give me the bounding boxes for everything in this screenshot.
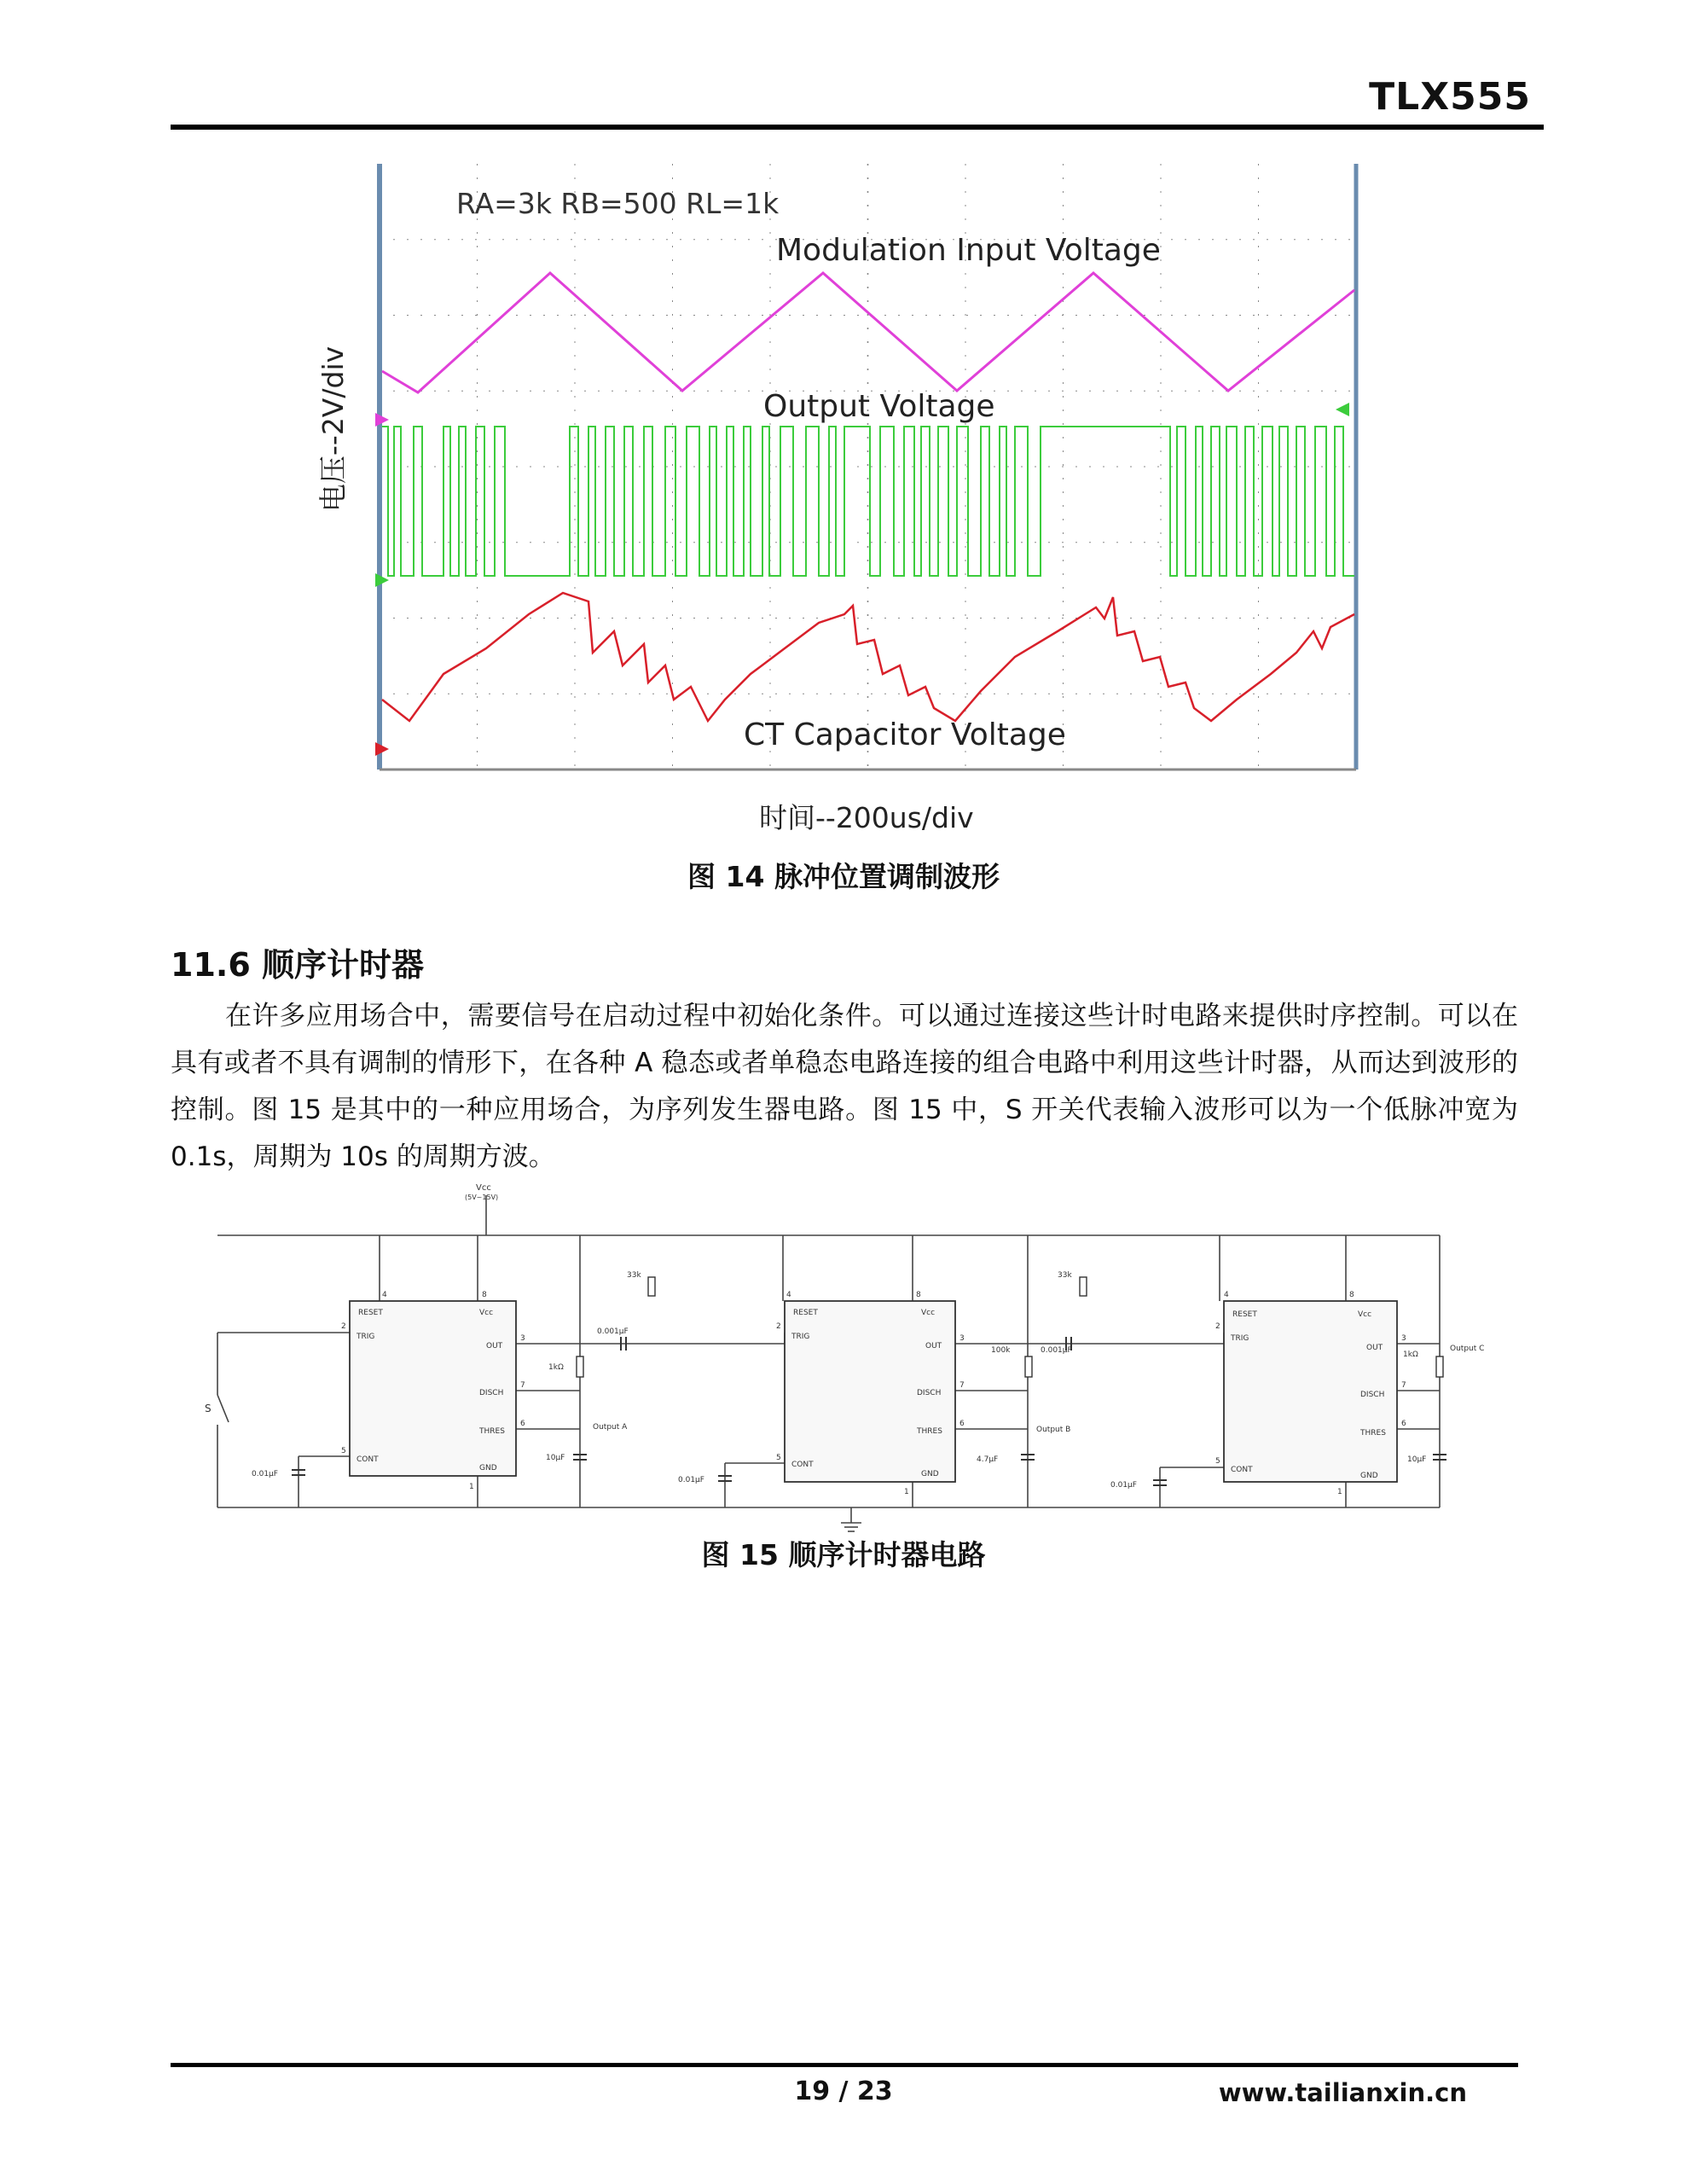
chip1-coupling-cap-label: 0.001μF bbox=[597, 1327, 629, 1336]
chip3-output-resistor bbox=[1436, 1356, 1443, 1377]
circuit-svg bbox=[205, 1182, 1518, 1540]
chip1-pin4: 4 bbox=[382, 1291, 387, 1299]
chip3-pin4: 4 bbox=[1224, 1291, 1229, 1299]
switch-label: S bbox=[205, 1403, 212, 1414]
footer-rule bbox=[171, 2063, 1518, 2067]
chip2-cont-label: CONT bbox=[791, 1461, 814, 1469]
chip2-coupling-cap-label: 0.001μF bbox=[1041, 1346, 1072, 1355]
output-trace-label: Output Voltage bbox=[763, 389, 995, 424]
chip3-res-top-label: 33k bbox=[1058, 1271, 1072, 1280]
chip3-gnd-label: GND bbox=[1360, 1472, 1378, 1480]
ct-capacitor-trace bbox=[382, 593, 1354, 721]
output-a-label: Output A bbox=[593, 1423, 628, 1432]
chip3-pin6: 6 bbox=[1401, 1420, 1406, 1428]
chip1-pin5: 5 bbox=[341, 1447, 346, 1455]
chip1-cont-cap-label: 0.01μF bbox=[252, 1470, 278, 1478]
chip3-cont-cap-label: 0.01μF bbox=[1110, 1481, 1137, 1490]
chip2-gnd-label: GND bbox=[921, 1470, 939, 1478]
chip3-vcc-label: Vcc bbox=[1358, 1310, 1372, 1319]
chip3-pin8: 8 bbox=[1349, 1291, 1354, 1299]
chip3-pin5: 5 bbox=[1215, 1457, 1220, 1466]
header-title: TLX555 bbox=[1369, 75, 1531, 119]
chip3-trig-label: TRIG bbox=[1231, 1334, 1249, 1343]
circuit-figure bbox=[205, 1182, 1518, 1540]
y-axis-label: 电压--2V/div bbox=[316, 346, 350, 512]
chip2-cont-cap-label: 0.01μF bbox=[678, 1476, 704, 1484]
chip3-res-out-label: 1kΩ bbox=[1403, 1350, 1418, 1359]
chip2-thres-label: THRES bbox=[917, 1427, 942, 1436]
chip2-pin3: 3 bbox=[959, 1334, 965, 1343]
chip2-vcc-label: Vcc bbox=[921, 1309, 936, 1317]
chip1-gnd-label: GND bbox=[479, 1464, 497, 1472]
modulation-trace-label: Modulation Input Voltage bbox=[776, 233, 1161, 268]
vcc-label: Vcc bbox=[476, 1183, 491, 1193]
chip2-disch-label: DISCH bbox=[917, 1389, 942, 1397]
output-b-label: Output B bbox=[1036, 1426, 1071, 1434]
chip1-pin2: 2 bbox=[341, 1322, 346, 1331]
chip3-pin1: 1 bbox=[1337, 1488, 1342, 1496]
chip2-pin6: 6 bbox=[959, 1420, 965, 1428]
chip3-reset-label: RESET bbox=[1232, 1310, 1257, 1319]
chip1-res-out-label: 1kΩ bbox=[548, 1363, 564, 1372]
chip3-pin7: 7 bbox=[1401, 1381, 1406, 1390]
chip1-top-resistor bbox=[648, 1277, 655, 1296]
chip1-vcc-label: Vcc bbox=[479, 1309, 494, 1317]
chip2-pin5: 5 bbox=[776, 1454, 781, 1462]
body-paragraph: 在许多应用场合中，需要信号在启动过程中初始化条件。可以通过连接这些计时电路来提供时序控制。可以在具有或者不具有调制的情形下，在各种 A 稳态或者单稳态电路连接的组合电路中利用这些计时器，从而达到波形的控制。图 15 是其中的一种应用场合，为序列发生器电路。图 15 中，S 开关代表输入波形可以为一个低脉冲宽为 0.1s，周期为 10s 的周期方波。 bbox=[171, 1001, 1518, 1172]
trigger-marker bbox=[1336, 403, 1349, 416]
vcc-range-label: (5V~15V) bbox=[465, 1194, 499, 1201]
x-axis-label: 时间--200us/div bbox=[759, 801, 974, 834]
figure15-caption: 图 15 顺序计时器电路 bbox=[701, 1538, 986, 1571]
chip2-output-resistor bbox=[1025, 1356, 1032, 1377]
chip3-out-label: OUT bbox=[1366, 1344, 1383, 1352]
chip2-top-resistor bbox=[1080, 1277, 1087, 1296]
output-voltage-trace bbox=[382, 427, 1354, 576]
chip1-thres-label: THRES bbox=[479, 1427, 505, 1436]
chip1-timing-cap-label: 10μF bbox=[546, 1454, 565, 1462]
chip1-disch-label: DISCH bbox=[479, 1389, 504, 1397]
ct-trace-label: CT Capacitor Voltage bbox=[744, 717, 1066, 752]
chip1-trig-label: TRIG bbox=[357, 1333, 375, 1341]
modulation-input-trace bbox=[382, 273, 1354, 392]
page-number: 19 / 23 bbox=[794, 2077, 893, 2106]
chip3-pin2: 2 bbox=[1215, 1322, 1220, 1331]
chip2-reset-label: RESET bbox=[793, 1309, 818, 1317]
chip1-pin1: 1 bbox=[469, 1483, 474, 1491]
chip1-out-label: OUT bbox=[486, 1342, 503, 1350]
chip1-cont-label: CONT bbox=[357, 1455, 379, 1464]
chip2-pin1: 1 bbox=[904, 1488, 909, 1496]
chip1-pin7: 7 bbox=[520, 1381, 525, 1390]
chip2-pin2: 2 bbox=[776, 1322, 781, 1331]
chip3-timing-cap-label: 10μF bbox=[1407, 1455, 1427, 1464]
chip2-res-out-label: 100k bbox=[991, 1346, 1011, 1355]
chip2-pin7: 7 bbox=[959, 1381, 965, 1390]
chip3-thres-label: THRES bbox=[1360, 1429, 1386, 1438]
footer-website: www.tailianxin.cn bbox=[1218, 2078, 1467, 2107]
oscilloscope-figure bbox=[307, 154, 1382, 862]
chip1-pin6: 6 bbox=[520, 1420, 525, 1428]
chip3-pin3: 3 bbox=[1401, 1334, 1406, 1343]
output-c-label: Output C bbox=[1450, 1345, 1485, 1353]
chip2-pin8: 8 bbox=[916, 1291, 921, 1299]
chip2-pin4: 4 bbox=[786, 1291, 791, 1299]
section-heading: 11.6 顺序计时器 bbox=[171, 946, 424, 984]
chip2-res-top-label: 33k bbox=[627, 1271, 641, 1280]
header-rule bbox=[171, 125, 1544, 130]
figure14-caption: 图 14 脉冲位置调制波形 bbox=[687, 860, 1000, 893]
switch-blade bbox=[217, 1395, 229, 1422]
chip2-trig-label: TRIG bbox=[791, 1333, 810, 1341]
chip1-output-resistor bbox=[577, 1356, 583, 1377]
chip3-cont-label: CONT bbox=[1231, 1466, 1253, 1474]
chip2-timing-cap-label: 4.7μF bbox=[977, 1455, 999, 1464]
scope-params-label: RA=3k RB=500 RL=1k bbox=[456, 187, 780, 220]
chip2-out-label: OUT bbox=[925, 1342, 942, 1350]
chip1-pin3: 3 bbox=[520, 1334, 525, 1343]
chip3-disch-label: DISCH bbox=[1360, 1391, 1385, 1399]
oscilloscope-svg bbox=[307, 154, 1382, 862]
chip1-reset-label: RESET bbox=[358, 1309, 383, 1317]
chip1-pin8: 8 bbox=[482, 1291, 487, 1299]
